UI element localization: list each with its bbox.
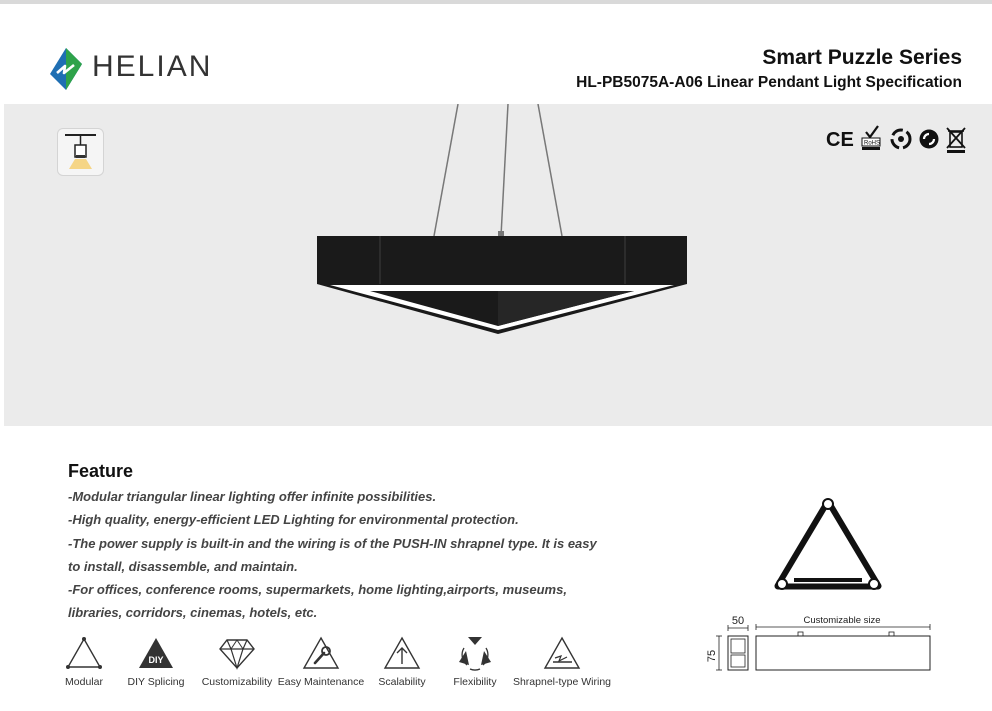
feature-line: -The power supply is built-in and the wiring is of the PUSH-IN shrapnel type. It is easy (68, 535, 597, 551)
triangle-module-diagram (772, 496, 884, 596)
dim-width-label: 50 (731, 615, 745, 627)
triangle-dots-icon (64, 634, 104, 672)
triangle-pendant-lamp (310, 104, 694, 336)
series-title: Smart Puzzle Series (762, 46, 962, 69)
feature-item-shrapnel-wiring (514, 634, 610, 694)
wrench-triangle-icon (301, 634, 341, 672)
feature-line: to install, disassemble, and maintain. (68, 558, 298, 574)
feature-icon-label: Easy Maintenance (277, 676, 365, 688)
weee-icon (947, 128, 965, 153)
recycle-icon (892, 130, 910, 148)
ce-mark-icon (826, 129, 854, 151)
feature-icon-label: DIY Splicing (127, 676, 185, 688)
svg-text:DIY: DIY (148, 655, 164, 665)
cycle-arrows-icon (455, 634, 495, 672)
feature-icon-label: Shrapnel-type Wiring (512, 676, 612, 688)
svg-text:RoHS: RoHS (864, 140, 881, 147)
feature-icon-label: Customizability (201, 676, 273, 688)
diy-triangle-icon (136, 634, 176, 672)
green-dot-icon (920, 130, 939, 149)
arrow-up-triangle-icon (382, 634, 422, 672)
helian-logo-icon (48, 46, 84, 92)
rohs-mark-icon (862, 126, 880, 150)
certification-marks (826, 124, 968, 154)
product-subtitle: HL-PB5075A-A06 Linear Pendant Light Specification (576, 74, 962, 91)
feature-icon-row (60, 634, 620, 694)
feature-list (68, 485, 628, 625)
dimension-drawing (700, 612, 940, 674)
feature-line: libraries, corridors, cinemas, hotels, etc. (68, 605, 318, 621)
feature-line: -Modular triangular linear lighting offer infinite possibilities. (68, 489, 437, 504)
feature-icon-label: Flexibility (453, 676, 497, 688)
svg-text:CE: CE (826, 129, 854, 151)
brand-name: HELIAN (92, 50, 213, 83)
shrapnel-triangle-icon (542, 634, 582, 672)
feature-icon-label: Modular (65, 676, 103, 688)
pendant-thumbnail[interactable] (57, 128, 104, 176)
feature-title: Feature (68, 461, 134, 481)
feature-line: -High quality, energy-efficient LED Lighting for environmental protection. (68, 512, 519, 528)
pendant-lamp-icon (58, 129, 103, 175)
feature-line: -For offices, conference rooms, supermarkets, home lighting,airports, museums, (68, 582, 567, 598)
diamond-icon (217, 634, 257, 672)
dim-length-label: Customizable size (803, 615, 881, 626)
feature-icon-label: Scalability (378, 676, 426, 688)
dim-height-label: 75 (706, 649, 718, 663)
